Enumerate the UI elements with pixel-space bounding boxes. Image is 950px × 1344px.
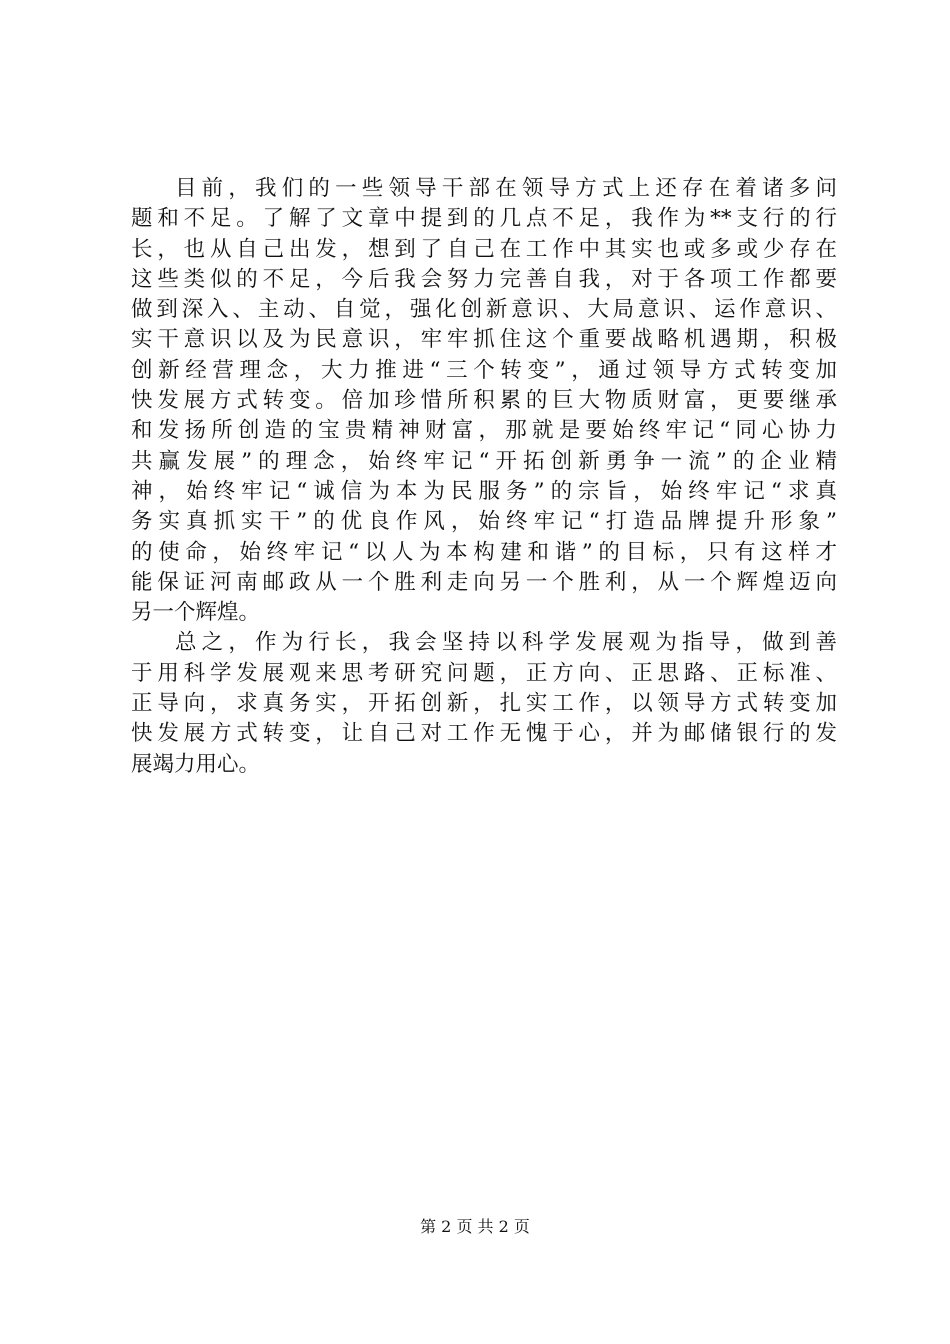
- paragraph-line: 做到深入、主动、自觉，强化创新意识、大局意识、运作意识、: [131, 297, 837, 323]
- paragraph-line: 共赢发展”的理念，始终牢记“开拓创新勇争一流”的企业精: [131, 448, 837, 474]
- paragraph-line: 目前，我们的一些领导干部在领导方式上还存在着诸多问: [175, 176, 837, 201]
- paragraph-1: [131, 174, 837, 628]
- paragraph-line: 快发展方式转变。倍加珍惜所积累的巨大物质财富，更要继承: [131, 388, 837, 414]
- paragraph-line: 创新经营理念，大力推进“三个转变”，通过领导方式转变加: [131, 357, 837, 383]
- paragraph-line: 务实真抓实干”的优良作风，始终牢记“打造品牌提升形象”: [131, 509, 837, 535]
- paragraph-line: 这些类似的不足，今后我会努力完善自我，对于各项工作都要: [131, 266, 837, 292]
- paragraph-line: 长，也从自己出发，想到了自己在工作中其实也或多或少存在: [131, 236, 837, 262]
- paragraph-2: [131, 628, 837, 779]
- document-body: [131, 174, 837, 780]
- paragraph-line: 的使命，始终牢记“以人为本构建和谐”的目标，只有这样才: [131, 539, 837, 565]
- paragraph-line: 总之，作为行长，我会坚持以科学发展观为指导，做到善: [175, 630, 837, 656]
- paragraph-line: 实干意识以及为民意识，牢牢抓住这个重要战略机遇期，积极: [131, 327, 837, 353]
- paragraph-line: 和发扬所创造的宝贵精神财富，那就是要始终牢记“同心协力: [131, 418, 837, 444]
- paragraph-line: 神，始终牢记“诚信为本为民服务”的宗旨，始终牢记“求真: [131, 478, 837, 504]
- paragraph-line: 快发展方式转变，让自己对工作无愧于心，并为邮储银行的发: [131, 721, 837, 747]
- page-footer: 第 2 页 共 2 页: [420, 1217, 530, 1236]
- paragraph-line: 于用科学发展观来思考研究问题，正方向、正思路、正标准、: [131, 660, 837, 686]
- paragraph-line: 能保证河南邮政从一个胜利走向另一个胜利，从一个辉煌迈向: [131, 569, 837, 595]
- paragraph-line: 正导向，求真务实，开拓创新，扎实工作，以领导方式转变加: [131, 691, 837, 717]
- paragraph-line: 另一个辉煌。: [131, 600, 261, 626]
- paragraph-line: 题和不足。了解了文章中提到的几点不足，我作为**支行的行: [131, 206, 837, 232]
- paragraph-line: 展竭力用心。: [131, 751, 261, 777]
